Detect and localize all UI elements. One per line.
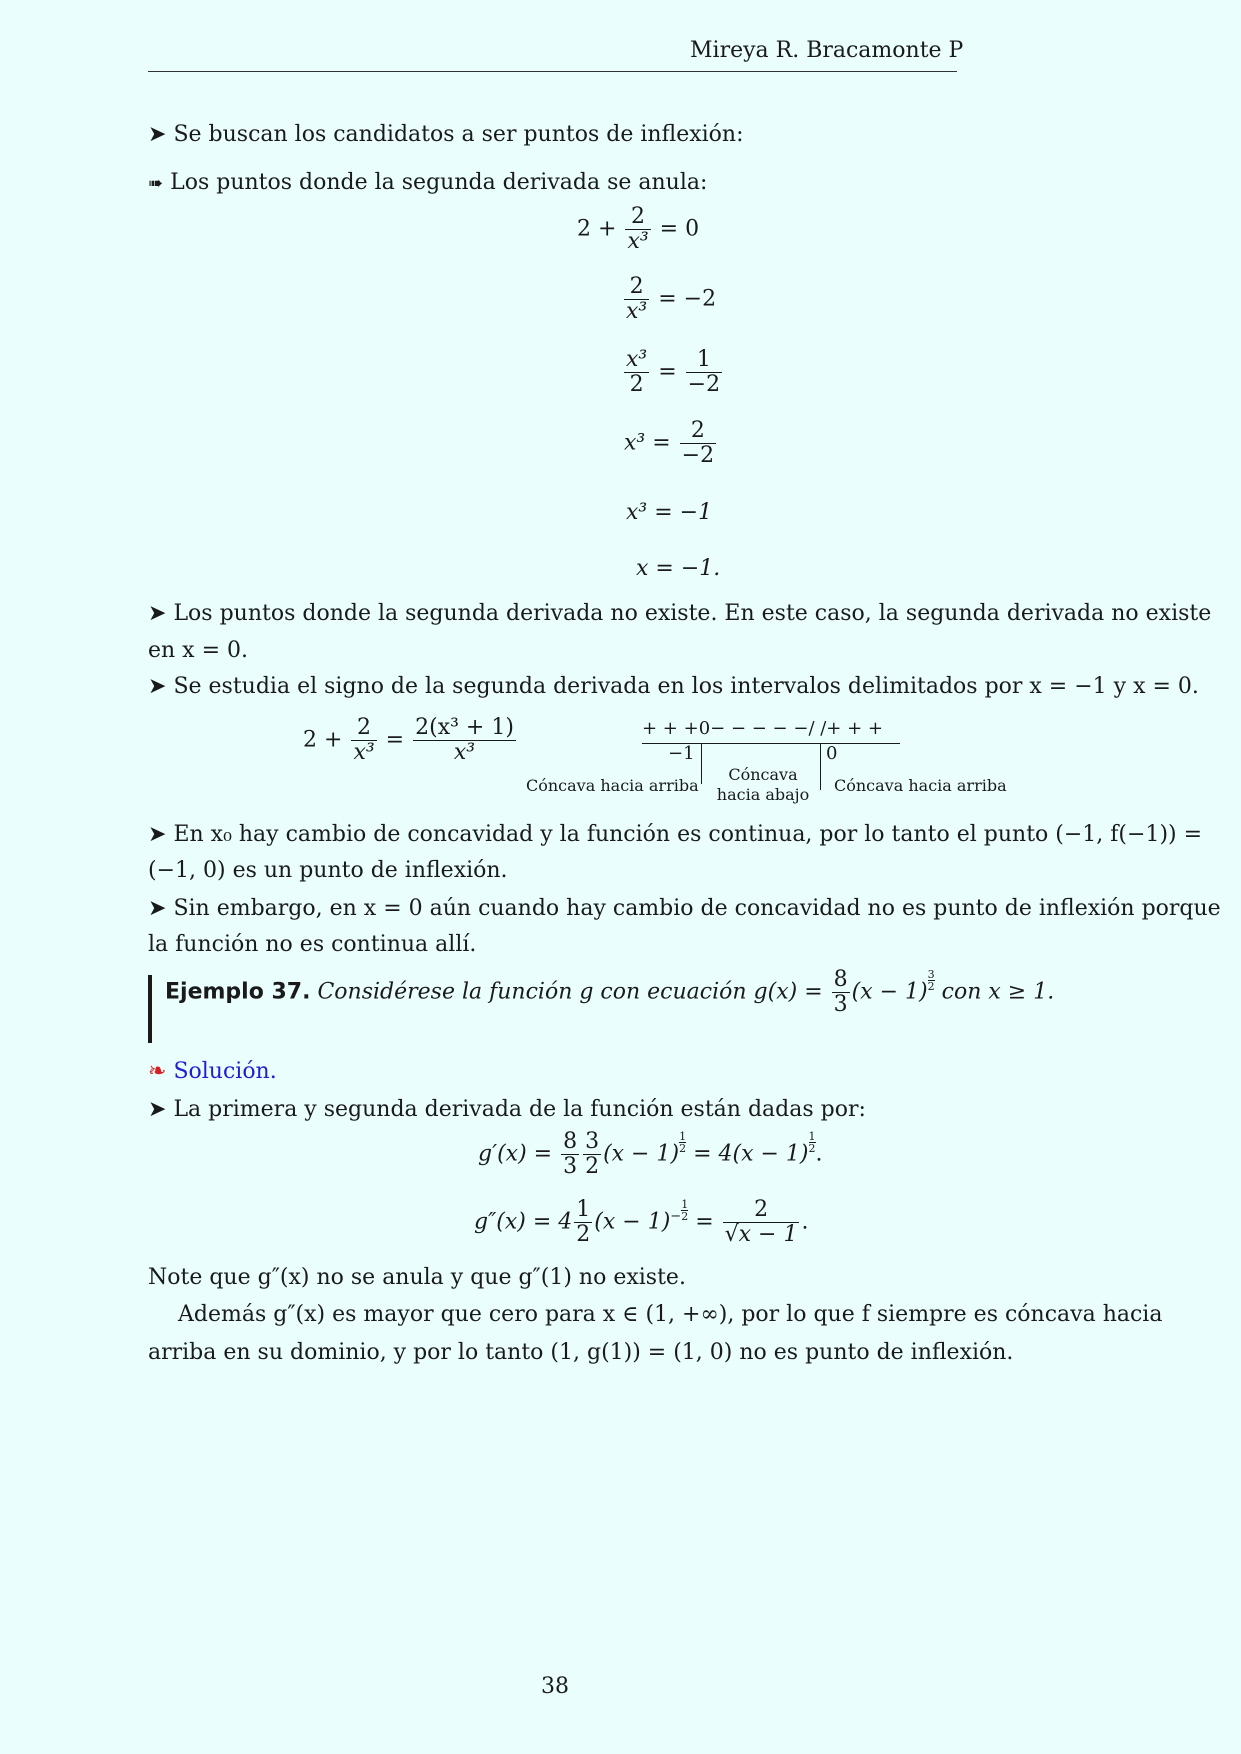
bullet-text-cont: en x = 0. <box>148 638 248 663</box>
concavity-label: Cóncava hacia arriba <box>526 776 699 795</box>
page-number: 38 <box>541 1674 569 1699</box>
arrow-icon: ➤ <box>148 1097 167 1122</box>
arrow-icon: ➤ <box>148 896 167 921</box>
bullet-text: Los puntos donde la segunda derivada no existe. En este caso, la segunda derivada no existe <box>173 601 1212 626</box>
note-text: Note que g″(x) no se anula y que g″(1) no existe. <box>148 1265 686 1290</box>
solution-heading: ❧ Solución. <box>148 1059 277 1084</box>
sign-divider <box>701 744 702 784</box>
bullet-text-cont: la función no es continua allí. <box>148 932 477 957</box>
example-bar <box>148 975 152 1043</box>
bullet-item <box>148 672 1199 702</box>
final-paragraph-cont: arriba en su dominio, y por lo tanto (1, g(1)) = (1, 0) no es punto de inflexión. <box>148 1340 1014 1365</box>
bullet-text: Se buscan los candidatos a ser puntos de inflexión: <box>173 122 744 147</box>
header-author: Mireya R. Bracamonte P <box>690 38 964 63</box>
fleuron-icon: ❧ <box>148 1059 167 1084</box>
arrow-icon: ➤ <box>148 674 167 699</box>
equation-3: $\frac{\text{x³}}{2}$ = $\frac{1}{-2}$ <box>626 347 721 397</box>
concavity-label: Cóncava hacia arriba <box>834 776 1007 795</box>
bullet-text: Se estudia el signo de la segunda derivada en los intervalos delimitados por x = −1 y x = 0. <box>173 674 1199 699</box>
second-derivative: g″(x) = 4 $\frac{1}{2}$ (x − 1)− $\frac{1}{2}$ = $\frac{2}{√x - 1}$ . <box>474 1197 809 1247</box>
equation-4: x³ = $\frac{2}{-2}$ <box>624 418 715 468</box>
arrow-icon: ➤ <box>148 122 167 147</box>
final-paragraph: Además g″(x) es mayor que cero para x ∈ (1, +∞), por lo que f siempre es cóncava hacia <box>178 1302 1163 1327</box>
example-statement: Ejemplo 37. Considérese la función g con ecuación g(x) = $\frac{8}{3}$ (x − 1) $\frac{3}{2}$ con x ≥ 1. <box>165 967 1055 1017</box>
bullet-item <box>148 599 1211 629</box>
tick-label: 0 <box>826 743 838 764</box>
bullet-item <box>148 820 1202 850</box>
equation-1: 2 + $\frac{2}{\text{x³}}$ = 0 <box>577 204 700 254</box>
equation-2: $\frac{2}{\text{x³}}$ = −2 <box>626 274 717 324</box>
concavity-label: Cóncava hacia abajo <box>716 765 810 804</box>
arrow-icon: ➤ <box>148 822 167 847</box>
tick-label: −1 <box>668 743 695 764</box>
equation-6: x = −1. <box>636 556 721 581</box>
bullet-text-cont: (−1, 0) es un punto de inflexión. <box>148 858 508 883</box>
bullet-text: Sin embargo, en x = 0 aún cuando hay cambio de concavidad no es punto de inflexión porque <box>173 896 1221 921</box>
bullet-text: La primera y segunda derivada de la función están dadas por: <box>173 1097 866 1122</box>
heavy-arrow-icon: ➠ <box>148 173 164 194</box>
sign-row: + + +0− − − − −/ /+ + + <box>642 718 883 739</box>
bullet-item <box>148 894 1221 924</box>
bullet-text: En x₀ hay cambio de concavidad y la función es continua, por lo tanto el punto (−1, f(−1)) = <box>173 822 1203 847</box>
bullet-text: Los puntos donde la segunda derivada se anula: <box>170 170 708 195</box>
bullet-item <box>148 120 744 150</box>
arrow-icon: ➤ <box>148 601 167 626</box>
sign-divider <box>820 744 821 790</box>
header-rule <box>148 71 957 72</box>
bullet-item <box>148 1095 866 1125</box>
bullet-item <box>148 168 707 199</box>
example-label: Ejemplo 37. <box>165 979 311 1005</box>
equation-5: x³ = −1 <box>626 500 713 525</box>
sign-chart <box>520 716 1010 806</box>
first-derivative: g′(x) = $\frac{8}{3}$ $\frac{3}{2}$ (x − 1) $\frac{1}{2}$ = 4(x − 1) $\frac{1}{2}$ . <box>478 1129 823 1179</box>
sign-equation: 2 + $\frac{2}{\text{x³}}$ = $\frac{\text{2(x³ + 1)}}{\text{x³}}$ <box>303 715 514 765</box>
